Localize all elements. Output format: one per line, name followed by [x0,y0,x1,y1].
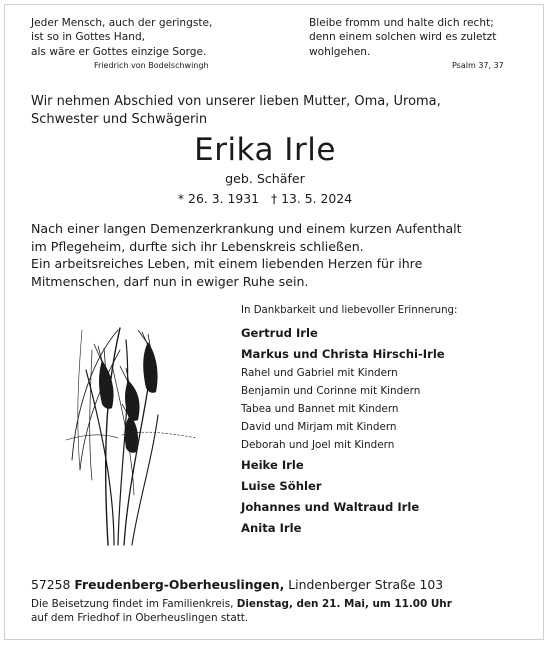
family-member: Benjamin und Corinne mit Kindern [241,385,421,397]
family-member: Anita Irle [241,520,302,535]
quote-left-line: Jeder Mensch, auch der geringste, [31,17,213,29]
family-member: Gertrud Irle [241,325,318,340]
address [31,577,531,592]
quote-left-author: Friedrich von Bodelschwingh [94,61,209,70]
quote-right-line: Bleibe fromm und halte dich recht; [309,17,494,29]
quote-left-line: ist so in Gottes Hand, [31,31,146,44]
deceased-name: Erika Irle [194,132,336,168]
family-member: Rahel und Gabriel mit Kindern [241,367,398,379]
farewell-line: Schwester und Schwägerin [31,112,208,127]
paragraph-line: Mitmenschen, darf nun in ewiger Ruhe sein. [31,273,309,289]
quote-right-line: wohlgehen. [309,45,371,58]
farewell-text [31,93,531,129]
paragraph-line: im Pflegeheim, durfte sich ihr Lebenskreis schließen. [31,238,364,254]
funeral-line-2: auf dem Friedhof in Oberheuslingen statt. [31,612,249,624]
family-member: Deborah und Joel mit Kindern [241,439,395,451]
funeral-info [31,597,531,625]
family-member: Tabea und Bannet mit Kindern [241,403,399,415]
family-member: Markus und Christa Hirschi-Irle [241,346,445,361]
quote-right-author: Psalm 37, 37 [452,61,504,70]
paragraph-line: Ein arbeitsreiches Leben, mit einem liebenden Herzen für ihre [31,256,423,271]
funeral-date: Dienstag, den 21. Mai, um 11.00 Uhr [236,598,452,610]
family-member: David und Mirjam mit Kindern [241,421,397,433]
funeral-line-1 [31,597,531,611]
farewell-line: Wir nehmen Abschied von unserer lieben Mutter, Oma, Uroma, [31,94,441,109]
birth-date: * 26. 3. 1931 [177,191,259,206]
address-zip: 57258 [31,577,71,592]
address-street: Lindenberger Straße 103 [288,577,444,592]
quote-left [31,16,261,59]
family-list [241,305,541,538]
obituary-paragraph [31,220,531,290]
death-date: † 13. 5. 2024 [271,191,353,206]
quote-right-line: denn einem solchen wird es zuletzt [309,31,497,44]
wheat-ears-icon [62,320,202,550]
family-member: Johannes und Waltraud Irle [241,499,420,514]
quote-left-line: als wäre er Gottes einzige Sorge. [31,45,207,58]
paragraph-line: Nach einer langen Demenzerkrankung und einem kurzen Aufenthalt [31,221,462,236]
family-intro: In Dankbarkeit und liebevoller Erinnerung: [241,305,458,316]
family-member: Luise Söhler [241,478,322,493]
life-dates [0,191,530,206]
funeral-text: Die Beisetzung findet im Familienkreis, [31,598,234,610]
quote-right [309,16,509,59]
family-member: Heike Irle [241,457,304,472]
birth-name: geb. Schäfer [225,171,305,186]
address-town: Freudenberg-Oberheuslingen, [74,577,285,592]
